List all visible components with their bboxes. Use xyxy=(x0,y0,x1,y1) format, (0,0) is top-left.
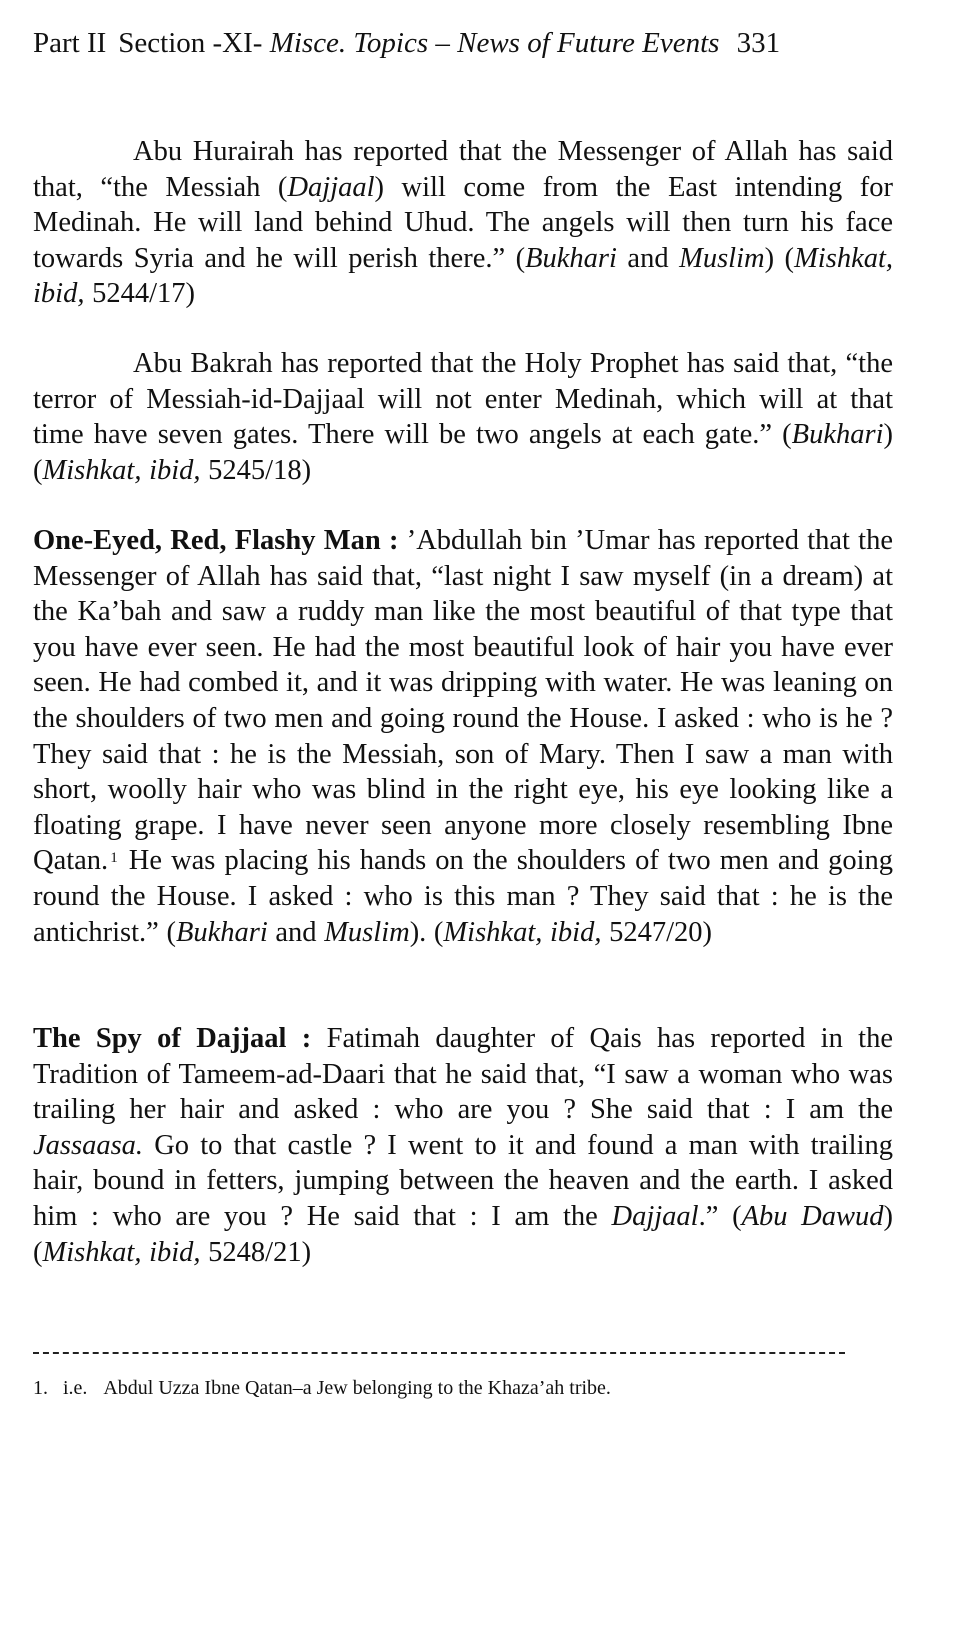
italic-text: Abu Dawud xyxy=(741,1200,884,1232)
text-run: 5247/20) xyxy=(601,916,712,948)
italic-text: Mishkat, ibid, xyxy=(42,454,201,486)
paragraph-heading: The Spy of Dajjaal : xyxy=(33,1023,312,1054)
italic-text: Mishkat, ibid, xyxy=(33,242,894,310)
text-run: and xyxy=(267,916,325,948)
text-run: Go to that castle ? I went to it and found a man with trailing hair, bound in fetters, jumping between the heaven and the earth. I asked him : who are you ? He said that : I am the xyxy=(33,1129,893,1232)
paragraph-text xyxy=(33,1021,893,1270)
footnote-number: 1. xyxy=(33,1377,48,1399)
header-section: Section -XI- xyxy=(118,27,263,59)
italic-text: Bukhari xyxy=(175,916,268,948)
paragraph-spy-of-dajjaal xyxy=(33,1021,893,1270)
italic-text: Dajjaal xyxy=(611,1200,699,1232)
text-run: 5245/18) xyxy=(200,454,312,486)
italic-text: Mishkat, ibid, xyxy=(42,1236,201,1268)
paragraph-abu-bakrah xyxy=(33,346,893,488)
text-run: ) will come from the East intending for Medinah. He will land behind Uhud. The angels will then turn his face towards Syria and he will perish there.” ( xyxy=(33,171,894,274)
footnote-separator xyxy=(33,1352,845,1354)
page-number: 331 xyxy=(736,27,781,59)
text-run: ) ( xyxy=(33,1200,894,1268)
italic-text: Muslim xyxy=(679,242,765,274)
text-run: ). ( xyxy=(409,916,444,948)
italic-text: Bukhari xyxy=(791,419,884,451)
italic-text: Mishkat, ibid, xyxy=(443,916,602,948)
text-run: ) ( xyxy=(764,242,795,274)
italic-text: Muslim xyxy=(324,916,410,948)
paragraph-abu-hurairah xyxy=(33,134,893,312)
header-topic: Misce. Topics – News of Future Events xyxy=(269,27,720,59)
text-run: .” ( xyxy=(698,1200,742,1232)
footnote-reference: 1 xyxy=(110,850,118,867)
paragraph-one-eyed-man xyxy=(33,523,893,950)
text-run: He was placing his hands on the shoulders of two men and going round the House. I asked : who is this man ? They said that : he is the antichrist.” ( xyxy=(33,845,893,948)
text-run: 5244/17) xyxy=(84,278,196,310)
footnote-abbr: i.e. xyxy=(63,1377,88,1399)
footnote-text: Abdul Uzza Ibne Qatan–a Jew belonging to the Khaza’ah tribe. xyxy=(103,1377,611,1399)
text-run: 5248/21) xyxy=(200,1236,312,1268)
header-part: Part II xyxy=(33,27,107,59)
paragraph-text xyxy=(33,134,893,312)
text-run: ’Abdullah bin ’Umar has reported that the Messenger of Allah has said that, “last night I saw myself (in a dream) at the Ka’bah and saw a ruddy man like the most beautiful of that type that you have ever seen. He had the most beautiful look of hair you have ever seen. He had combed it, and it was dripping with water. He was leaning on the shoulders of two men and going round the House. I asked : who is he ? They said that : he is the Messiah, son of Mary. Then I saw a man with short, woolly hair who was blind in the right eye, his eye looking like a floating grape. I have never seen anyone more closely resembling Ibne Qatan. xyxy=(33,525,893,877)
text-run: and xyxy=(616,242,680,274)
paragraph-text xyxy=(33,346,893,488)
footnote xyxy=(33,1375,893,1401)
italic-text: Bukhari xyxy=(525,242,617,274)
text-run: Abu Bakrah has reported that the Holy Prophet has said that, “the terror of Messiah-id-Dajjaal will not enter Medinah, which will at that time have seven gates. There will be two angels at each gate.” ( xyxy=(33,348,893,451)
text-run: Fatimah daughter of Qais has reported in the Tradition of Tameem-ad-Daari that he said that, “I saw a woman who was trailing her hair and asked : who are you ? She said that : I am the xyxy=(33,1023,893,1126)
text-run: Abu Hurairah has reported that the Messenger of Allah has said that, “the Messiah ( xyxy=(33,136,893,203)
italic-text: Dajjaal xyxy=(287,171,375,203)
paragraph-text xyxy=(33,523,893,950)
paragraph-heading: One-Eyed, Red, Flashy Man : xyxy=(33,525,399,556)
running-header xyxy=(33,26,893,60)
text-run: ) ( xyxy=(33,419,893,486)
italic-text: Jassaasa. xyxy=(33,1129,144,1161)
